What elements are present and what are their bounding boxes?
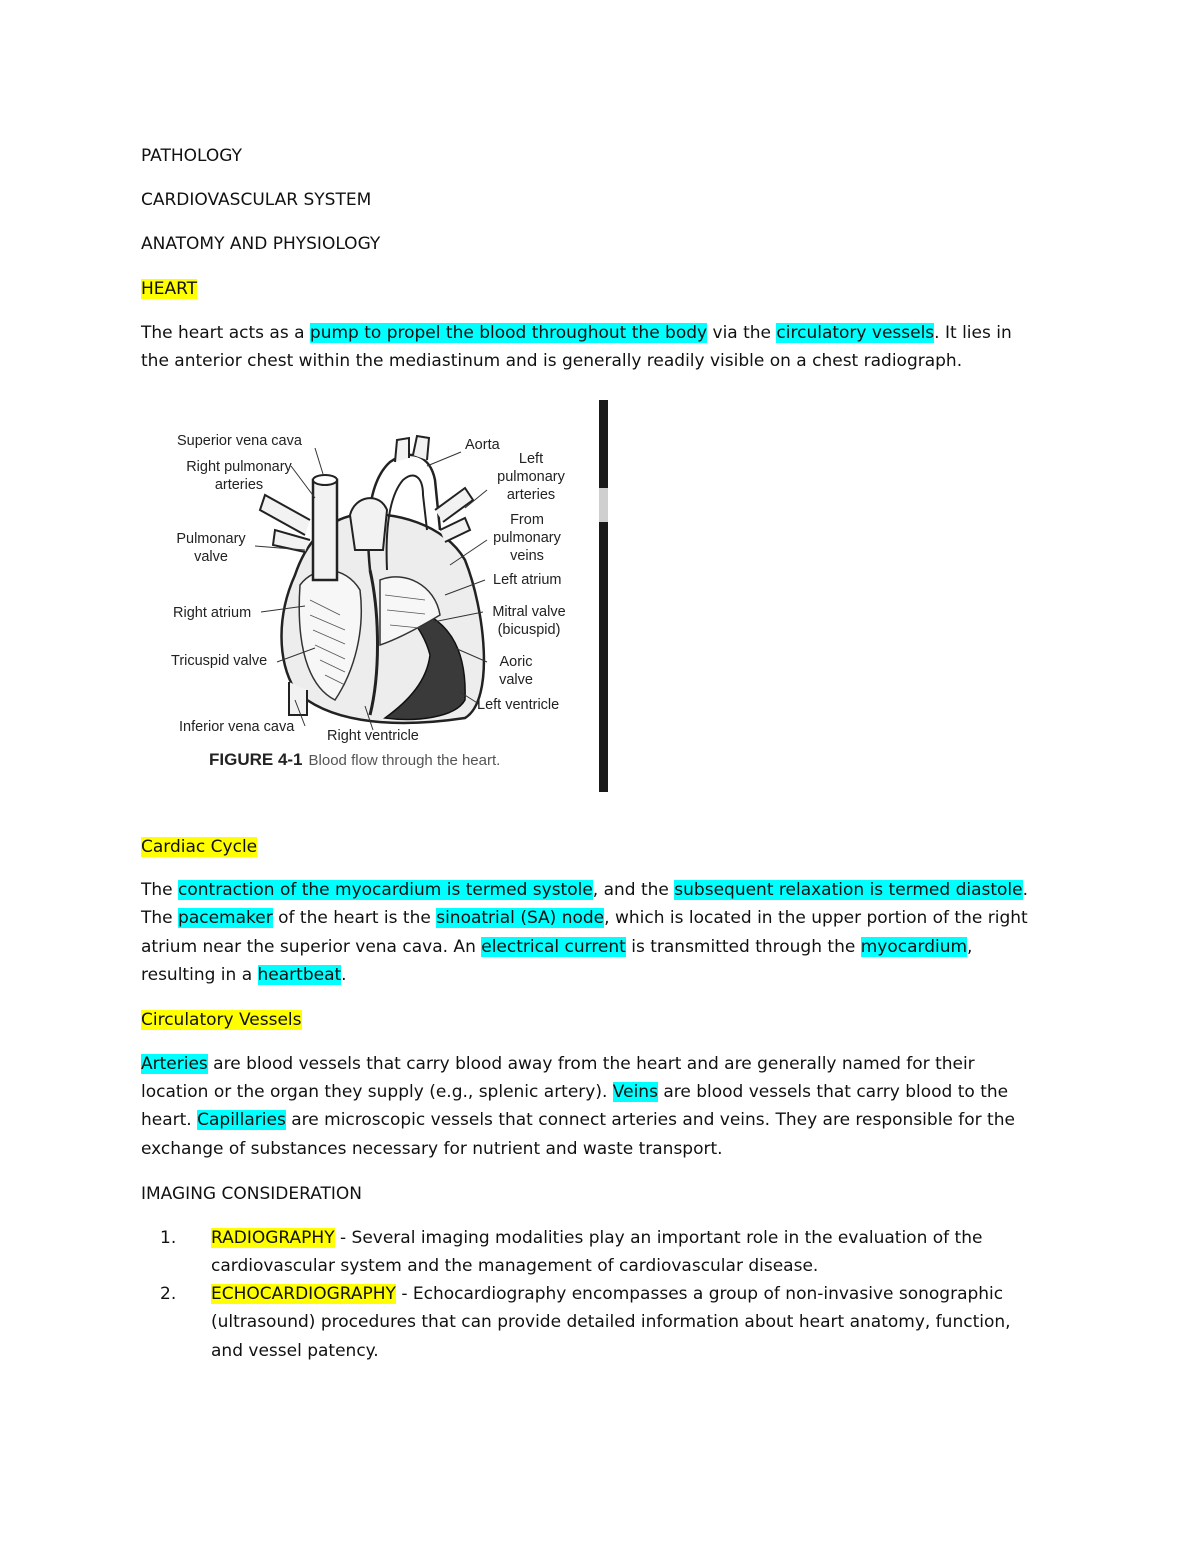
highlight-capillaries: Capillaries (197, 1110, 286, 1130)
list-item-echocardiography (211, 1281, 1003, 1307)
heart-paragraph-line-1 (141, 320, 1012, 346)
highlight-heartbeat: heartbeat (257, 965, 342, 985)
figure-caption-text: Blood flow through the heart. (308, 752, 501, 769)
highlight-diastole: subsequent relaxation is termed diastole (674, 880, 1023, 900)
highlight-systole: contraction of the myocardium is termed systole (178, 880, 593, 900)
label-line: pulmonary (497, 469, 565, 485)
label-line: Left (518, 451, 544, 467)
heart-highlight: HEART (141, 279, 198, 299)
figure-number: FIGURE 4-1 (209, 750, 303, 769)
cardiac-cycle-highlight: Cardiac Cycle (141, 837, 258, 857)
label-mitral-valve (485, 603, 573, 639)
highlight-circulatory-vessels: circulatory vessels (776, 323, 935, 343)
label-right-ventricle: Right ventricle (327, 728, 419, 744)
label-line: (bicuspid) (497, 622, 561, 638)
text: - Echocardiography encompasses a group of non-invasive sonographic (395, 1284, 1004, 1304)
cardiac-paragraph-line-4 (141, 962, 347, 988)
highlight-arteries: Arteries (141, 1054, 208, 1074)
text: are blood vessels that carry blood to the (657, 1082, 1009, 1102)
text: The (141, 908, 179, 928)
text: are microscopic vessels that connect arteries and veins. They are responsible for the (285, 1110, 1015, 1130)
text: The heart acts as a (141, 323, 310, 343)
text: , and the (592, 880, 675, 900)
text: atrium near the superior vena cava. An (141, 937, 482, 957)
heart-paragraph-line-2: the anterior chest within the mediastinum and is generally readily visible on a chest radiograph. (141, 351, 963, 371)
label-left-pulmonary-arteries (489, 450, 573, 504)
label-line: valve (194, 549, 228, 565)
label-inferior-vena-cava: Inferior vena cava (179, 719, 295, 735)
label-line: veins (510, 548, 544, 564)
label-from-pulmonary-veins (487, 511, 567, 565)
label-line: pulmonary (493, 530, 561, 546)
label-line: valve (499, 672, 533, 688)
label-tricuspid-valve: Tricuspid valve (171, 653, 268, 669)
circulatory-vessels-highlight: Circulatory Vessels (141, 1010, 302, 1030)
label-superior-vena-cava: Superior vena cava (177, 433, 302, 449)
text: via the (707, 323, 777, 343)
highlight-veins: Veins (612, 1082, 658, 1102)
label-left-ventricle: Left ventricle (477, 697, 560, 713)
cardiac-paragraph-line-2 (141, 905, 1028, 931)
text: location or the organ they supply (e.g., splenic artery). (141, 1082, 613, 1102)
heading-cardiac-cycle (141, 834, 257, 860)
heading-pathology: PATHOLOGY (141, 146, 242, 166)
text: . It lies in (934, 323, 1012, 343)
label-aortic-valve (491, 653, 541, 689)
label-right-pulmonary-arteries (171, 458, 307, 494)
highlight-pacemaker: pacemaker (178, 908, 273, 928)
label-line: arteries (214, 477, 264, 493)
text: of the heart is the (272, 908, 437, 928)
label-line: From (510, 512, 544, 528)
cardiac-paragraph-line-3 (141, 934, 972, 960)
heading-heart (141, 276, 197, 302)
label-aorta: Aorta (465, 437, 500, 453)
vessels-paragraph-line-3 (141, 1107, 1015, 1133)
label-line: Aoric (499, 654, 533, 670)
list-item-radiography-line-2: cardiovascular system and the management of cardiovascular disease. (211, 1256, 819, 1276)
heart-diagram-figure (165, 400, 611, 792)
highlight-myocardium: myocardium (860, 937, 968, 957)
label-line: Right pulmonary (186, 459, 292, 475)
label-line: arteries (506, 487, 556, 503)
cardiac-paragraph-line-1 (141, 877, 1028, 903)
label-line: Pulmonary (176, 531, 246, 547)
heading-imaging-consideration: IMAGING CONSIDERATION (141, 1184, 363, 1204)
list-item-echocardiography-line-3: and vessel patency. (211, 1341, 379, 1361)
text: , which is located in the upper portion of the right (604, 908, 1028, 928)
text: resulting in a (141, 965, 258, 985)
label-left-atrium: Left atrium (493, 572, 562, 588)
list-number-2: 2. (160, 1284, 177, 1304)
text: - Several imaging modalities play an important role in the evaluation of the (334, 1228, 983, 1248)
heading-cardiovascular-system: CARDIOVASCULAR SYSTEM (141, 190, 372, 210)
list-number-1: 1. (160, 1228, 177, 1248)
heading-circulatory-vessels (141, 1007, 302, 1033)
vessels-paragraph-line-4: exchange of substances necessary for nutrient and waste transport. (141, 1139, 723, 1159)
vessels-paragraph-line-2 (141, 1079, 1008, 1105)
text: The (141, 880, 179, 900)
highlight-sa-node: sinoatrial (SA) node (436, 908, 605, 928)
text: heart. (141, 1110, 198, 1130)
heading-anatomy-physiology: ANATOMY AND PHYSIOLOGY (141, 234, 381, 254)
highlight-radiography: RADIOGRAPHY (211, 1228, 335, 1248)
text: are blood vessels that carry blood away from the heart and are generally named for their (207, 1054, 975, 1074)
text: . (1022, 880, 1029, 900)
label-pulmonary-valve (171, 530, 251, 566)
label-line: Mitral valve (492, 604, 566, 620)
text: . (341, 965, 347, 985)
list-item-echocardiography-line-2: (ultrasound) procedures that can provide detailed information about heart anatomy, function, (211, 1312, 1011, 1332)
figure-caption (209, 750, 500, 770)
highlight-electrical-current: electrical current (481, 937, 626, 957)
text: , (967, 937, 973, 957)
text: is transmitted through the (625, 937, 861, 957)
highlight-pump: pump to propel the blood throughout the body (309, 323, 708, 343)
vessels-paragraph-line-1 (141, 1051, 975, 1077)
list-item-radiography (211, 1225, 982, 1251)
label-right-atrium: Right atrium (173, 605, 252, 621)
highlight-echocardiography: ECHOCARDIOGRAPHY (211, 1284, 396, 1304)
